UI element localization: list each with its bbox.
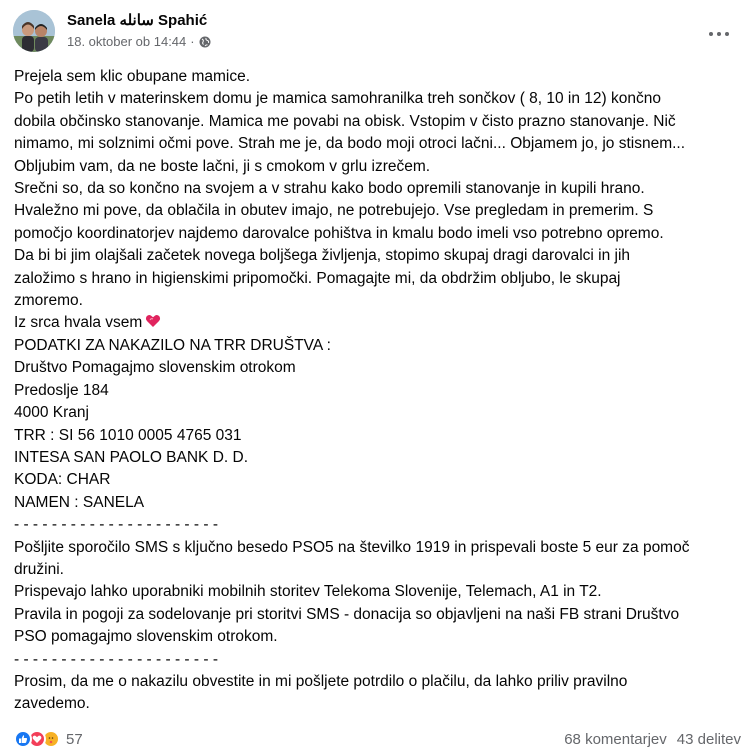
post-meta: [67, 34, 211, 50]
post-footer: [14, 728, 741, 750]
post-line: zavedemo.: [14, 695, 90, 713]
post-timestamp[interactable]: 18. oktober ob 14:44: [67, 34, 187, 49]
post-header: [13, 10, 741, 58]
post-line: PODATKI ZA NAKAZILO NA TRR DRUŠTVA :: [14, 336, 331, 354]
post-line: družini.: [14, 560, 64, 578]
post-line: NAMEN : SANELA: [14, 493, 145, 511]
post-line: Pošljite sporočilo SMS s ključno besedo PSO5 na številko 1919 in prispevali boste 5 eur za pomoč: [14, 538, 690, 556]
post-message: [14, 66, 744, 716]
like-icon: [14, 730, 32, 748]
post-line: Prejela sem klic obupane mamice.: [14, 68, 251, 85]
heart-emoji: [145, 313, 161, 329]
post-line: pomočjo koordinatorjev najdemo darovalce pohištva in kmalu bodo imeli vso potrebno opremo.: [14, 224, 664, 242]
post-line: Pravila in pogoji za sodelovanje pri storitvi SMS - donacija so objavljeni na naši FB strani Društvo: [14, 605, 680, 623]
divider-line: - - - - - - - - - - - - - - - - - - - - - -: [14, 516, 218, 534]
post-line: Po petih letih v materinskem domu je mamica samohranilka treh sončkov ( 8, 10 in 12) končno: [14, 90, 661, 108]
post-line-thanks: [14, 312, 744, 334]
meta-separator: ·: [190, 34, 195, 49]
post-line: INTESA SAN PAOLO BANK D. D.: [14, 448, 248, 466]
post-line: PSO pomagajmo slovenskim otrokom.: [14, 628, 278, 646]
post-line: 4000 Kranj: [14, 404, 89, 422]
avatar-photo: [13, 10, 55, 52]
avatar[interactable]: [13, 10, 55, 52]
thanks-text: Iz srca hvala vsem: [14, 314, 143, 332]
divider-line: - - - - - - - - - - - - - - - - - - - - - -: [14, 650, 218, 668]
post-line: Hvaležno mi pove, da oblačila in obutev imajo, ne potrebujejo. Vse pregledam in premerim. S: [14, 202, 654, 220]
author-name[interactable]: Sanela سانله Spahić: [67, 12, 208, 29]
reactions-summary[interactable]: [14, 730, 83, 748]
engagement-counts: [564, 731, 741, 748]
comments-count-link[interactable]: 68 komentarjev: [564, 730, 667, 748]
shares-count-link[interactable]: 43 delitev: [676, 730, 741, 748]
reaction-count: 57: [66, 730, 83, 748]
post-line: KODA: CHAR: [14, 471, 111, 489]
post-line: Prosim, da me o nakazilu obvestite in mi pošljete potrdilo o plačilu, da lahko priliv pravilno: [14, 672, 628, 690]
globe-icon[interactable]: [199, 36, 211, 48]
post-line: nimamo, mi solznimi očmi pove. Strah me je, da bodo moji otroci lačni... Objamem jo, jo stisnem...: [14, 135, 686, 153]
post-line: zmoremo.: [14, 292, 83, 310]
post-line: Prispevajo lahko uporabniki mobilnih storitev Telekoma Slovenije, Telemach, A1 in T2.: [14, 583, 602, 601]
post-line: dobila občinsko stanovanje. Mamica me povabi na obisk. Vstopim v čisto prazno stanovanje. Nič: [14, 112, 676, 130]
post-line: Društvo Pomagajmo slovenskim otrokom: [14, 359, 296, 377]
post-line: Da bi bi jim olajšali začetek novega boljšega življenja, stopimo skupaj dragi darovalci in jih: [14, 247, 631, 265]
post-line: TRR : SI 56 1010 0005 4765 031: [14, 426, 242, 444]
author-block: [67, 11, 211, 50]
more-options-icon[interactable]: [701, 16, 737, 52]
post-line: založimo s hrano in higienskimi pripomočki. Pomagajte mi, da obdržim obljubo, le skupaj: [14, 269, 621, 287]
post-line: Predoslje 184: [14, 381, 109, 399]
post-line: Srečni so, da so končno na svojem a v strahu kako bodo opremili stanovanje in kupili hrano.: [14, 180, 645, 198]
post-line: Obljubim vam, da ne boste lačni, ji s cmokom v grlu izrečem.: [14, 157, 431, 175]
